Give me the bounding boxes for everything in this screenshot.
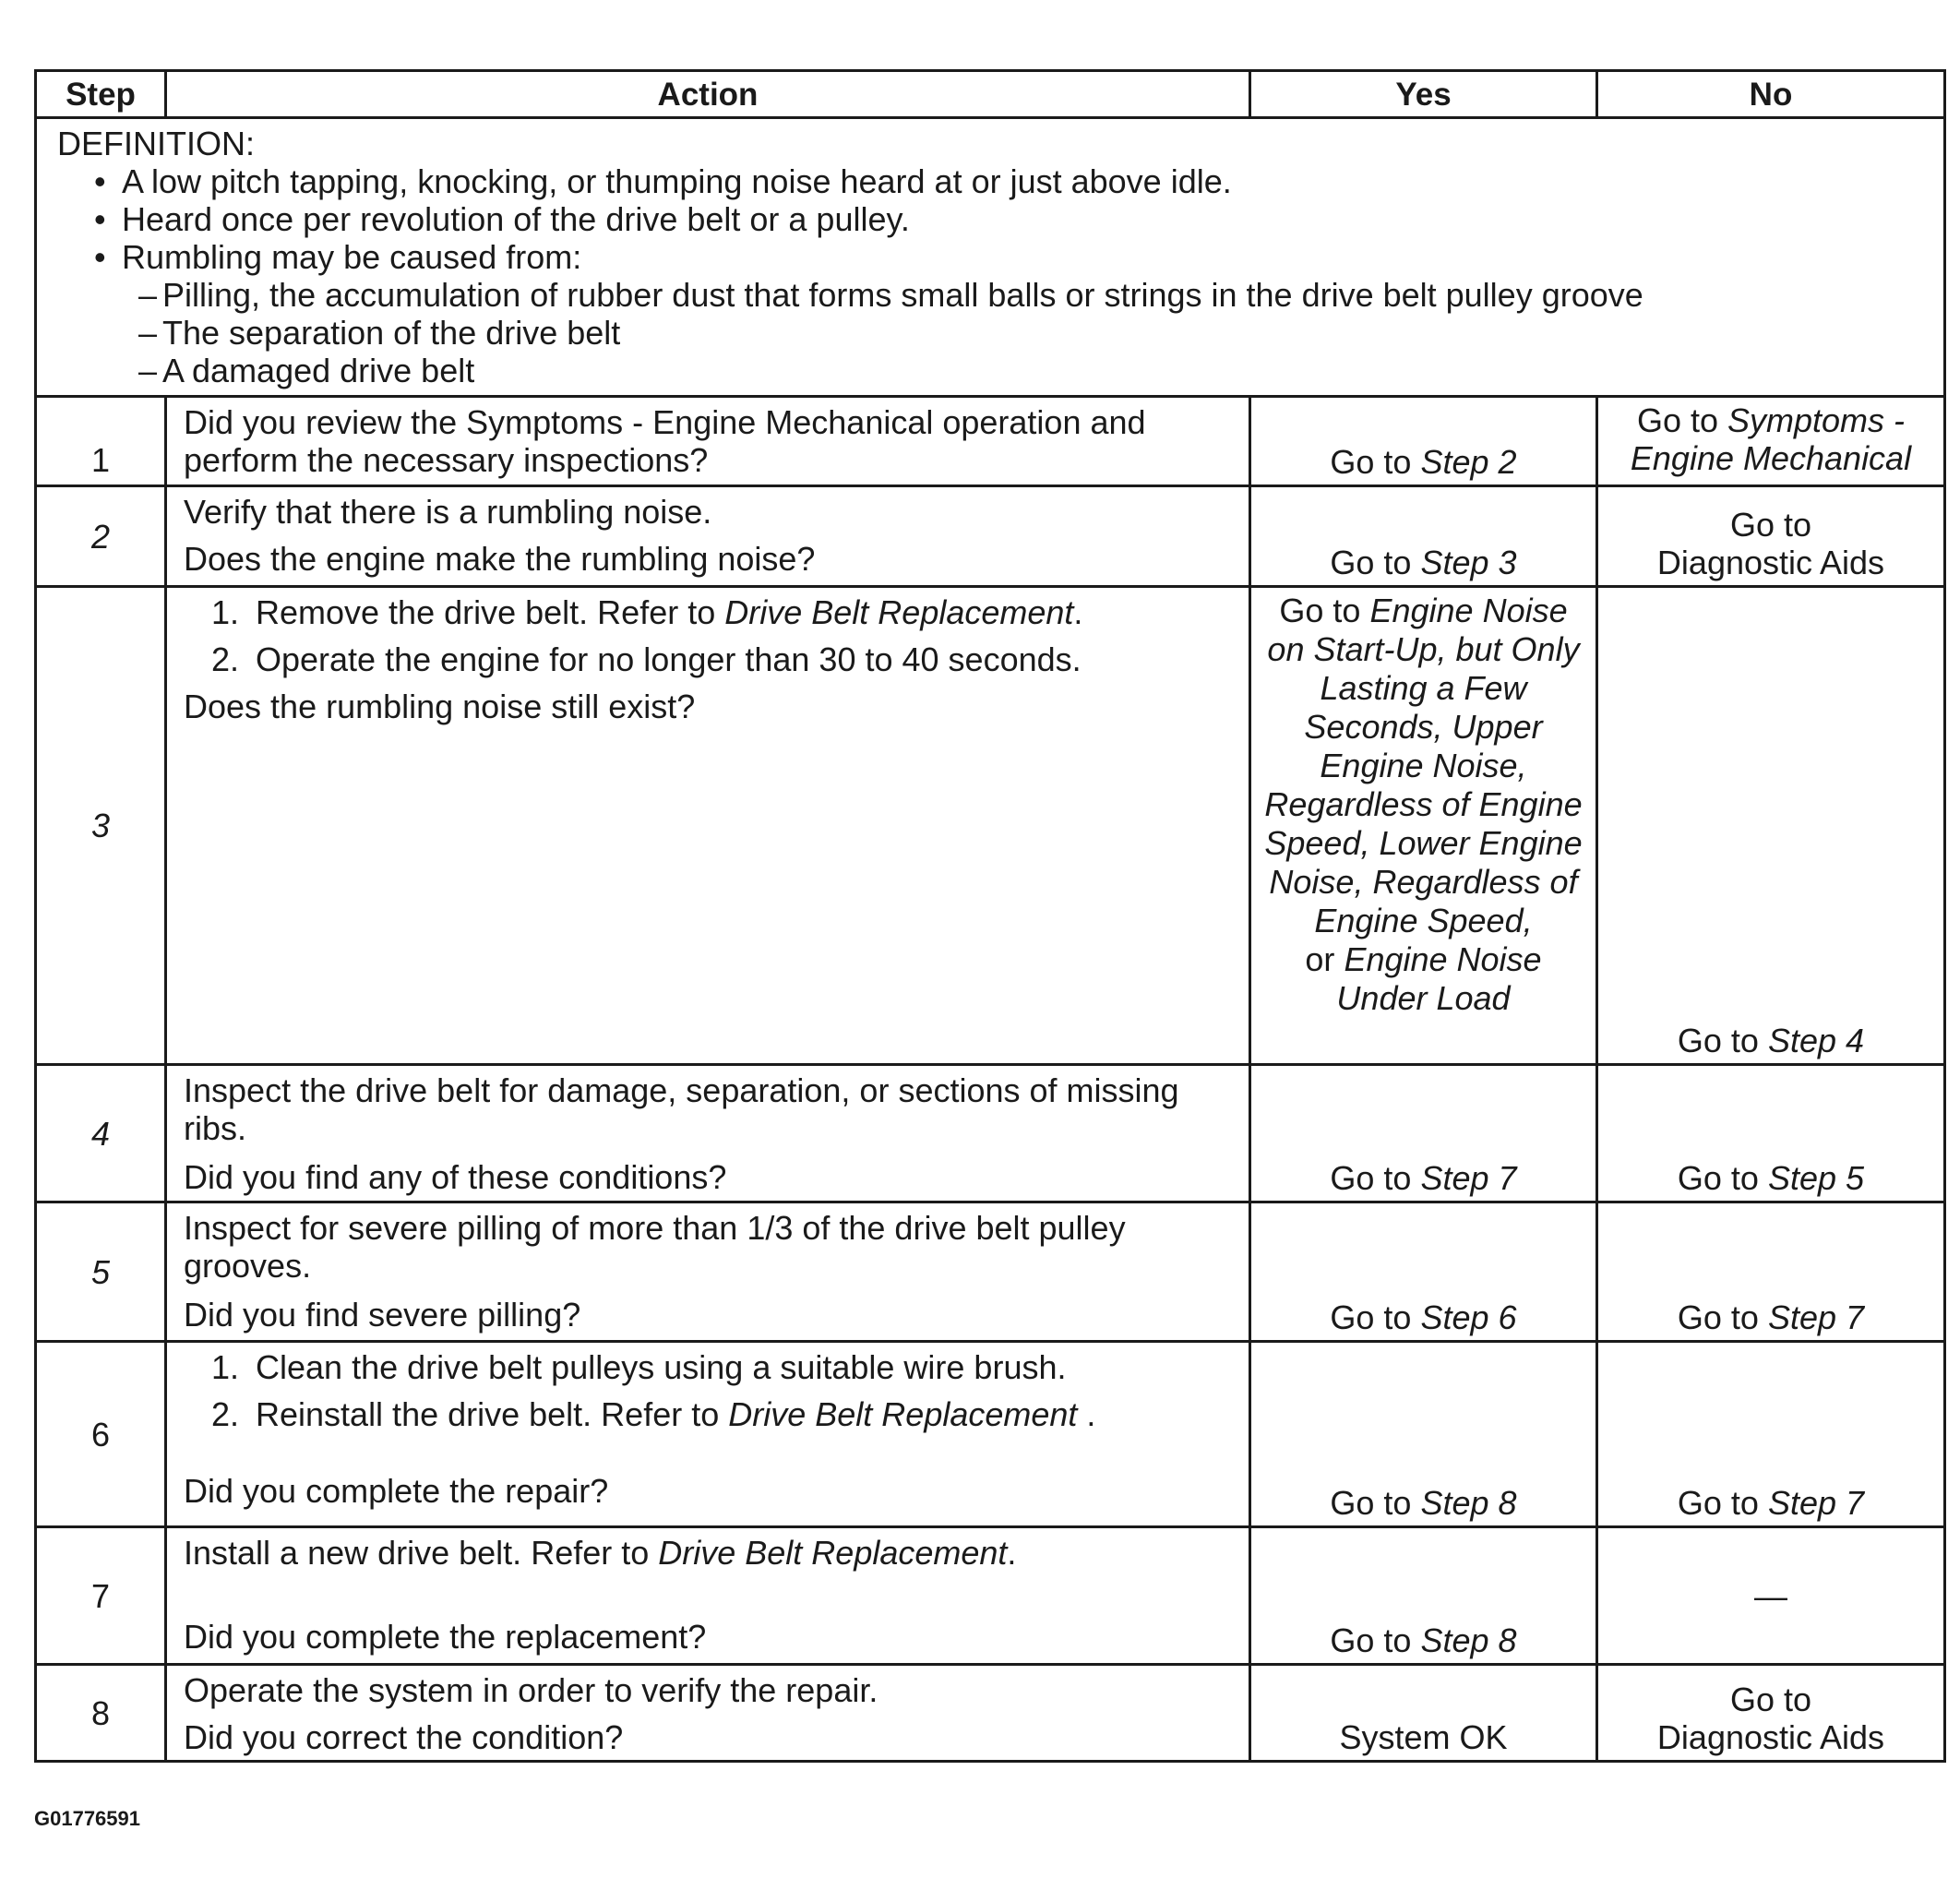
yes-step-ref: Step 2 bbox=[1420, 443, 1517, 481]
no-cell bbox=[1597, 1342, 1945, 1527]
goto-label: Go to bbox=[1677, 1298, 1759, 1336]
no-step-ref: Symptoms - Engine Mechanical bbox=[1630, 401, 1912, 477]
step-row-6 bbox=[36, 1342, 1945, 1527]
action-cell bbox=[166, 1065, 1250, 1202]
definition-bullet: • A low pitch tapping, knocking, or thumping noise heard at or just above idle. bbox=[94, 162, 1943, 200]
action-text: Verify that there is a rumbling noise. bbox=[184, 493, 712, 531]
action-step-item: 1. Remove the drive belt. Refer to Drive Belt Replacement. bbox=[211, 593, 1083, 631]
goto-label: Go to bbox=[1330, 1298, 1412, 1336]
goto-label: Go to bbox=[1677, 1159, 1759, 1197]
definition-sub-item bbox=[138, 352, 1943, 389]
step-number: 3 bbox=[36, 587, 166, 1065]
action-cell bbox=[166, 1342, 1250, 1527]
yes-step-ref: Step 8 bbox=[1420, 1621, 1517, 1659]
definition-bullet: • Heard once per revolution of the drive belt or a pulley. bbox=[94, 200, 1943, 238]
action-text: Operate the system in order to verify the repair. bbox=[184, 1671, 878, 1709]
action-cell bbox=[166, 397, 1250, 486]
definition-sub-item bbox=[138, 314, 1943, 352]
action-text: Inspect the drive belt for damage, separation, or sections of missing ribs. bbox=[184, 1071, 1179, 1147]
action-text: Did you review the Symptoms - Engine Mechanical operation and perform the necessary inspections? bbox=[184, 403, 1146, 479]
action-cell bbox=[166, 1202, 1250, 1342]
header-no: No bbox=[1597, 71, 1945, 118]
no-cell bbox=[1597, 1065, 1945, 1202]
no-ref: Diagnostic Aids bbox=[1656, 544, 1885, 581]
no-cell bbox=[1597, 587, 1945, 1065]
goto-label: Go to bbox=[1330, 443, 1412, 481]
action-step-item: 2. Operate the engine for no longer than 30 to 40 seconds. bbox=[211, 640, 1082, 678]
action-text: Install a new drive belt. Refer to Drive Belt Replacement. bbox=[184, 1534, 1017, 1572]
action-cell bbox=[166, 1527, 1250, 1665]
yes-cell bbox=[1250, 1665, 1597, 1762]
goto-label: Go to bbox=[1330, 1621, 1412, 1659]
dash-mark: – bbox=[138, 314, 158, 352]
action-question: Did you complete the replacement? bbox=[184, 1618, 707, 1656]
no-cell bbox=[1597, 486, 1945, 587]
action-cell bbox=[166, 1665, 1250, 1762]
step-row-1 bbox=[36, 397, 1945, 486]
yes-cell bbox=[1250, 397, 1597, 486]
diagnostic-table-container bbox=[34, 69, 1943, 1763]
no-step-ref: Step 4 bbox=[1767, 1022, 1865, 1059]
yes-step-ref: Engine Noise on Start-Up, but Only Lasting a Few Seconds, Upper Engine Noise, Regardless of Engine Speed, Lower Engine Noise, Regardless of Engine Speed, bbox=[1264, 592, 1583, 939]
action-question: Does the rumbling noise still exist? bbox=[184, 688, 696, 725]
yes-cell bbox=[1250, 1065, 1597, 1202]
step-number: 5 bbox=[36, 1202, 166, 1342]
action-question: Does the engine make the rumbling noise? bbox=[184, 540, 816, 578]
action-text: Inspect for severe pilling of more than 1/3 of the drive belt pulley grooves. bbox=[184, 1209, 1126, 1285]
no-step-ref: Step 7 bbox=[1767, 1298, 1865, 1336]
goto-label: Go to bbox=[1677, 1022, 1759, 1059]
action-question: Did you correct the condition? bbox=[184, 1718, 624, 1756]
reference-link: Drive Belt Replacement bbox=[658, 1534, 1008, 1572]
goto-label: Go to bbox=[1677, 1484, 1759, 1522]
action-cell bbox=[166, 486, 1250, 587]
step-row-5 bbox=[36, 1202, 1945, 1342]
yes-step-ref: Step 8 bbox=[1420, 1484, 1517, 1522]
step-number: 6 bbox=[36, 1342, 166, 1527]
step-row-4 bbox=[36, 1065, 1945, 1202]
action-step-item: 1. Clean the drive belt pulleys using a suitable wire brush. bbox=[211, 1348, 1067, 1386]
action-question: Did you find any of these conditions? bbox=[184, 1158, 727, 1196]
dash-mark: – bbox=[138, 352, 158, 389]
header-yes: Yes bbox=[1250, 71, 1597, 118]
no-goto-label: Go to bbox=[1729, 1681, 1812, 1718]
action-steps-list bbox=[184, 593, 1237, 678]
step-number: 8 bbox=[36, 1665, 166, 1762]
no-cell bbox=[1597, 1665, 1945, 1762]
no-cell bbox=[1597, 397, 1945, 486]
yes-cell bbox=[1250, 1527, 1597, 1665]
goto-label: Go to bbox=[1279, 592, 1361, 629]
goto-label: Go to bbox=[1330, 1484, 1412, 1522]
no-cell bbox=[1597, 1527, 1945, 1665]
step-row-2 bbox=[36, 486, 1945, 587]
no-cell bbox=[1597, 1202, 1945, 1342]
step-row-7 bbox=[36, 1527, 1945, 1665]
action-question: Did you complete the repair? bbox=[184, 1472, 609, 1510]
definition-bullet-text: Rumbling may be caused from: bbox=[122, 238, 582, 276]
or-label: or bbox=[1305, 940, 1335, 978]
yes-result: System OK bbox=[1339, 1718, 1508, 1756]
no-goto-label: Go to bbox=[1729, 506, 1812, 544]
goto-label: Go to bbox=[1330, 1159, 1412, 1197]
no-step-ref: Step 5 bbox=[1767, 1159, 1865, 1197]
action-question: Did you find severe pilling? bbox=[184, 1296, 581, 1334]
step-number: 2 bbox=[36, 486, 166, 587]
definition-sub-item bbox=[138, 276, 1943, 314]
step-number: 4 bbox=[36, 1065, 166, 1202]
yes-step-ref: Engine Noise Under Load bbox=[1336, 940, 1542, 1017]
goto-label: Go to bbox=[1636, 401, 1718, 439]
definition-cell bbox=[36, 118, 1945, 397]
definition-bullets bbox=[57, 162, 1943, 389]
yes-cell bbox=[1250, 587, 1597, 1065]
definition-title: DEFINITION: bbox=[57, 125, 255, 162]
definition-sub-item-text: Pilling, the accumulation of rubber dust that forms small balls or strings in the drive belt pulley groove bbox=[162, 276, 1643, 314]
yes-step-ref: Step 6 bbox=[1420, 1298, 1517, 1336]
no-dash: — bbox=[1754, 1576, 1787, 1615]
yes-cell bbox=[1250, 1202, 1597, 1342]
no-step-ref: Step 7 bbox=[1767, 1484, 1865, 1522]
step-number: 7 bbox=[36, 1527, 166, 1665]
step-row-3 bbox=[36, 587, 1945, 1065]
yes-cell bbox=[1250, 486, 1597, 587]
diagnostic-table bbox=[34, 69, 1946, 1763]
action-cell bbox=[166, 587, 1250, 1065]
yes-step-ref: Step 3 bbox=[1420, 544, 1517, 581]
definition-row bbox=[36, 118, 1945, 397]
definition-sub-item-text: The separation of the drive belt bbox=[162, 314, 621, 352]
figure-id: G01776591 bbox=[34, 1807, 140, 1830]
action-steps-list bbox=[184, 1348, 1237, 1433]
yes-cell bbox=[1250, 1342, 1597, 1527]
reference-link: Drive Belt Replacement bbox=[724, 593, 1074, 631]
reference-link: Drive Belt Replacement bbox=[728, 1395, 1078, 1433]
definition-sub-list bbox=[122, 276, 1943, 389]
action-step-item: 2. Reinstall the drive belt. Refer to Drive Belt Replacement . bbox=[211, 1395, 1096, 1433]
yes-step-ref: Step 7 bbox=[1420, 1159, 1517, 1197]
definition-sub-item-text: A damaged drive belt bbox=[162, 352, 475, 389]
definition-bullet bbox=[94, 238, 1943, 389]
step-row-8 bbox=[36, 1665, 1945, 1762]
header-action: Action bbox=[166, 71, 1250, 118]
step-number: 1 bbox=[36, 397, 166, 486]
dash-mark: – bbox=[138, 276, 158, 314]
no-ref: Diagnostic Aids bbox=[1656, 1718, 1885, 1756]
header-step: Step bbox=[36, 71, 166, 118]
header-row bbox=[36, 71, 1945, 118]
goto-label: Go to bbox=[1330, 544, 1412, 581]
